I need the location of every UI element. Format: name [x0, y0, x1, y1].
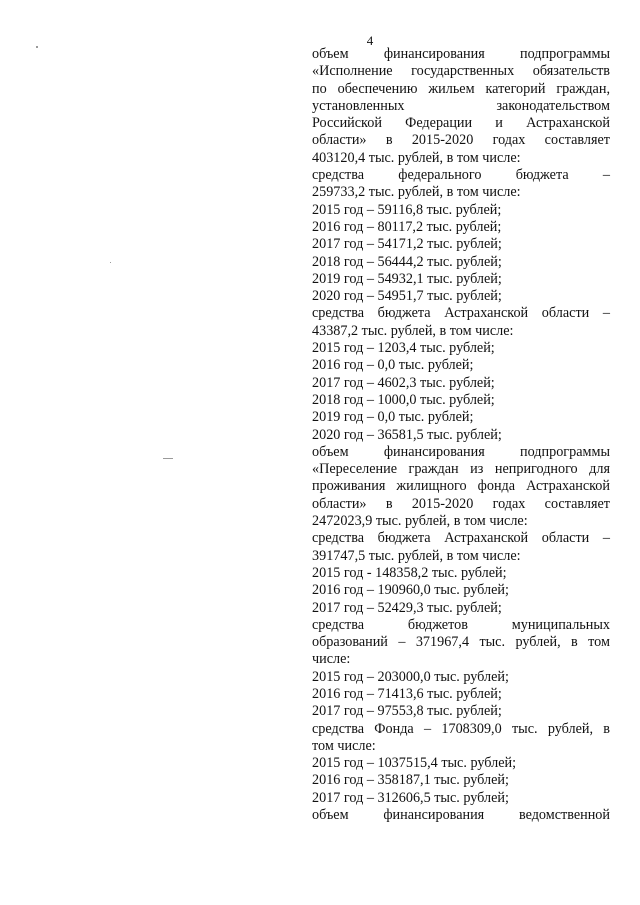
text-line: 2015 год – 59116,8 тыс. рублей; — [312, 201, 502, 218]
text-line: 2017 год – 312606,5 тыс. рублей; — [312, 789, 509, 806]
text-line: Российской Федерации и Астраханской — [312, 115, 610, 132]
scan-speck — [110, 262, 111, 263]
text-line: средства бюджетов муниципальных — [312, 616, 610, 633]
text-line: 43387,2 тыс. рублей, в том числе: — [312, 322, 514, 339]
text-line: 403120,4 тыс. рублей, в том числе: — [312, 149, 521, 166]
text-line: средства бюджета Астраханской области – — [312, 305, 610, 322]
text-line: по обеспечению жильем категорий граждан, — [312, 80, 610, 97]
text-line: объем финансирования подпрограммы — [312, 46, 610, 62]
text-line: 2018 год – 56444,2 тыс. рублей; — [312, 253, 502, 270]
text-line: 2016 год – 358187,1 тыс. рублей; — [312, 772, 509, 789]
text-line: установленных законодательством — [312, 97, 610, 114]
page-number: 4 — [366, 33, 374, 48]
text-line: 2017 год – 97553,8 тыс. рублей; — [312, 703, 502, 720]
text-line: средства Фонда – 1708309,0 тыс. рублей, в — [312, 720, 610, 737]
text-line: области» в 2015-2020 годах составляет — [312, 495, 610, 512]
text-line: том числе: — [312, 737, 376, 754]
text-line: объем финансирования ведомственной — [312, 807, 610, 824]
document-body — [312, 46, 610, 824]
text-line: средства федерального бюджета – — [312, 167, 610, 184]
text-line: 2015 год - 148358,2 тыс. рублей; — [312, 564, 507, 581]
text-line: 2015 год – 203000,0 тыс. рублей; — [312, 668, 509, 685]
text-line: области» в 2015-2020 годах составляет — [312, 132, 610, 149]
text-line: 391747,5 тыс. рублей, в том числе: — [312, 547, 521, 564]
text-line: числе: — [312, 651, 351, 668]
text-line: 2472023,9 тыс. рублей, в том числе: — [312, 513, 528, 530]
text-line: 2019 год – 0,0 тыс. рублей; — [312, 409, 474, 426]
text-line: 2017 год – 52429,3 тыс. рублей; — [312, 599, 502, 616]
text-line: проживания жилищного фонда Астраханской — [312, 478, 610, 495]
text-line: 2020 год – 36581,5 тыс. рублей; — [312, 426, 502, 443]
text-line: 2015 год – 1203,4 тыс. рублей; — [312, 340, 495, 357]
text-line: образований – 371967,4 тыс. рублей, в том — [312, 634, 610, 651]
scan-speck — [36, 46, 38, 48]
text-line: «Переселение граждан из непригодного для — [312, 461, 610, 478]
text-line: «Исполнение государственных обязательств — [312, 63, 610, 80]
scan-speck — [163, 458, 173, 459]
text-line: 2016 год – 190960,0 тыс. рублей; — [312, 582, 509, 599]
text-line: объем финансирования подпрограммы — [312, 443, 610, 460]
text-line: 2017 год – 4602,3 тыс. рублей; — [312, 374, 495, 391]
text-line: 2020 год – 54951,7 тыс. рублей; — [312, 288, 502, 305]
text-line: 2018 год – 1000,0 тыс. рублей; — [312, 391, 495, 408]
text-line: 259733,2 тыс. рублей, в том числе: — [312, 184, 521, 201]
text-line: 2019 год – 54932,1 тыс. рублей; — [312, 270, 502, 287]
text-line: 2016 год – 0,0 тыс. рублей; — [312, 357, 474, 374]
text-line: 2017 год – 54171,2 тыс. рублей; — [312, 236, 502, 253]
text-line: 2015 год – 1037515,4 тыс. рублей; — [312, 755, 517, 772]
text-line: средства бюджета Астраханской области – — [312, 530, 610, 547]
text-line: 2016 год – 80117,2 тыс. рублей; — [312, 218, 502, 235]
text-line: 2016 год – 71413,6 тыс. рублей; — [312, 685, 502, 702]
